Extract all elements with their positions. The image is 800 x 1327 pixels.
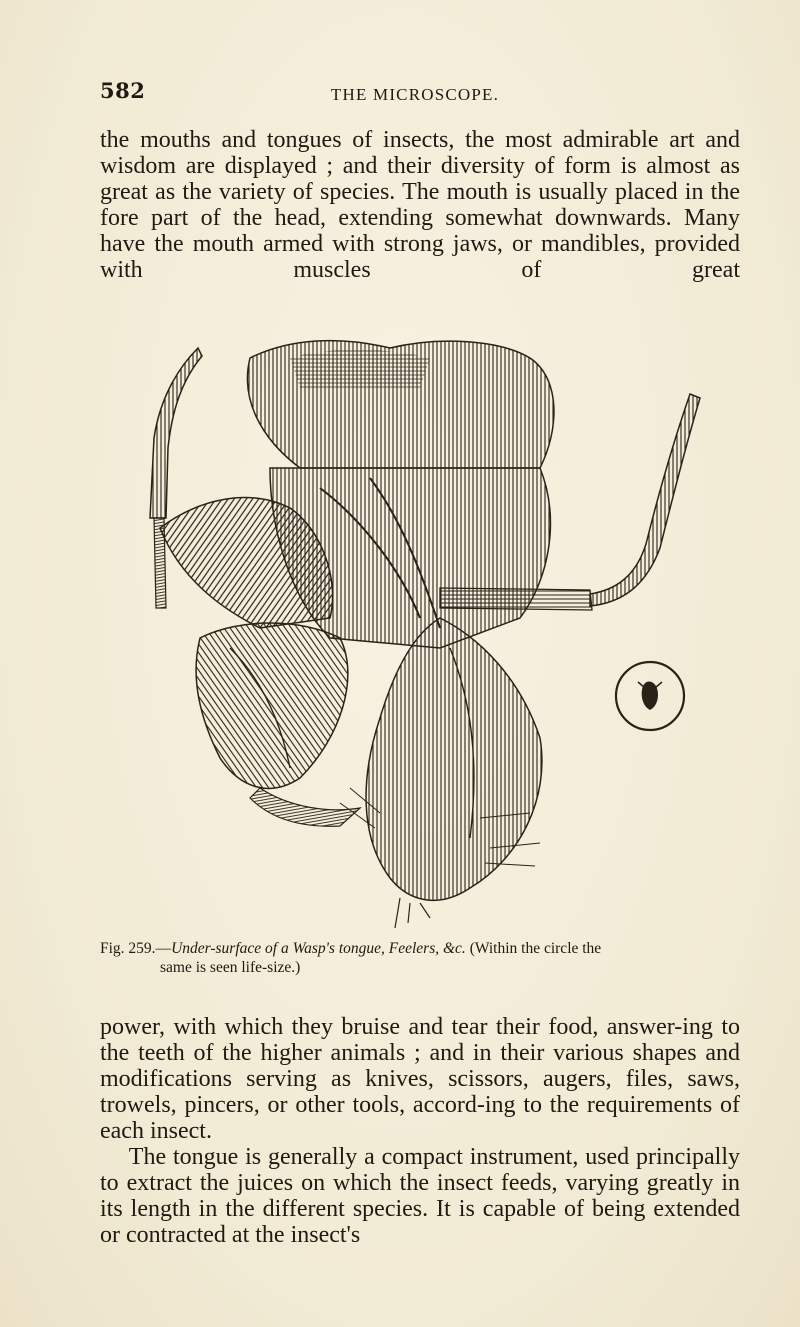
life-size-circle <box>616 662 684 730</box>
running-head <box>100 78 730 108</box>
caption-title: Under-surface of a Wasp's tongue, Feelers, &c. <box>171 940 466 957</box>
caption-note-part1: (Within the circle the <box>465 940 602 957</box>
paragraph-text-1: power, with which they bruise and tear their food, answer-ing to the teeth of the higher animals ; and in their various shapes and modifications serving as knives, scissors, augers, files, saws, trowels, pincers, or other tools, accord-ing to the requirements of each insect. <box>100 1014 740 1144</box>
caption-note-part2: same is seen life-size.) <box>160 959 301 976</box>
paragraph-text-2: The tongue is generally a compact instrument, used principally to extract the juices on which the insect feeds, varying greatly in its length in the different species. It is capable of being extended or contracted at the insect's <box>100 1144 740 1248</box>
figure-wasp-tongue-engraving <box>140 318 720 928</box>
figure-caption <box>100 939 740 977</box>
page-number: 582 <box>100 78 146 103</box>
wasp-tongue-illustration <box>140 318 720 928</box>
paragraph-text: the mouths and tongues of insects, the most admirable art and wisdom are displayed ; and their diversity of form is almost as great as the variety of species. The mouth is usually placed in the fore part of the head, extending somewhat downwards. Many have the mouth armed with strong jaws, or mandibles, provided with muscles of great <box>100 127 740 283</box>
paragraph-top <box>100 127 740 283</box>
running-title: THE MICROSCOPE. <box>330 85 500 104</box>
caption-label: Fig. 259.— <box>100 940 172 957</box>
paragraph-bottom <box>100 1014 740 1248</box>
